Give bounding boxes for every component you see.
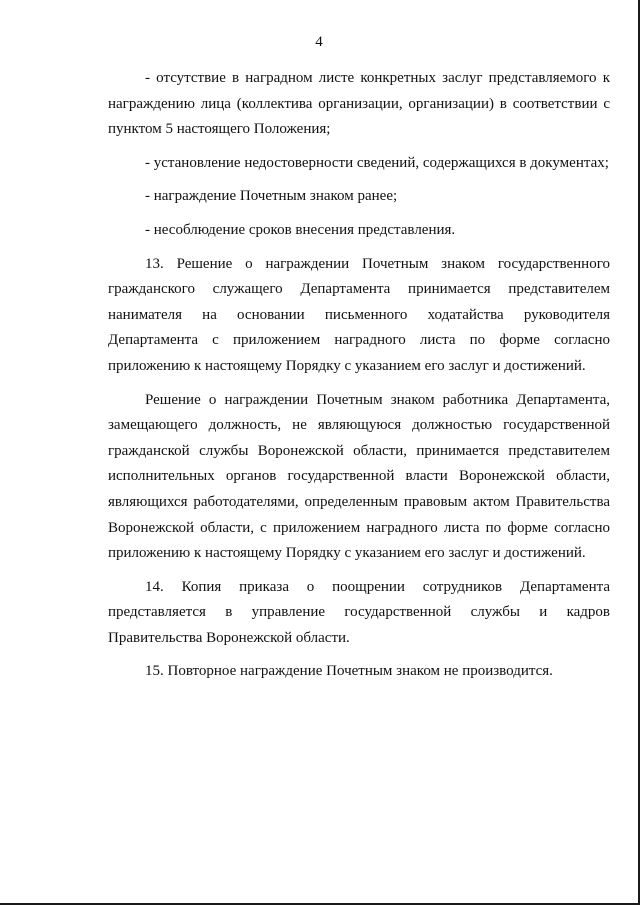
paragraph-decision-employee: Решение о награждении Почетным знаком работника Департамента, замещающего должность, не являющуюся должностью государственной гражданской службы Воронежской области, принимается представителем исполнительных органов государственной власти Воронежской области, являющихся работодателями, определенным правовым актом Правительства Воронежской области, с приложением наградного листа по форме согласно приложению к настоящему Порядку с указанием его заслуг и достижений. xyxy=(108,391,610,562)
paragraph-deadline-violation: - несоблюдение сроков внесения представления. xyxy=(145,221,456,238)
paragraph-unreliable-info: - установление недостоверности сведений, содержащихся в документах; xyxy=(145,154,609,171)
paragraph-13: 13. Решение о награждении Почетным знаком государственного гражданского служащего Департамента принимается представителем нанимателя на основании письменного ходатайства руководителя Департамента с приложением наградного листа по форме согласно приложению к настоящему Порядку с указанием его заслуг и достижений. xyxy=(108,255,610,374)
page-number: 4 xyxy=(315,34,323,50)
paragraph-awarded-before: - награждение Почетным знаком ранее; xyxy=(145,188,398,205)
document-body xyxy=(108,66,610,685)
paragraph-no-merits: - отсутствие в наградном листе конкретных заслуг представляемого к награждению лица (коллектива организации, организации) в соответствии с пунктом 5 настоящего Положения; xyxy=(108,70,610,138)
paragraph-14: 14. Копия приказа о поощрении сотрудников Департамента представляется в управление государственной службы и кадров Правительства Воронежской области. xyxy=(108,578,610,646)
paragraph-15: 15. Повторное награждение Почетным знаком не производится. xyxy=(145,663,553,680)
